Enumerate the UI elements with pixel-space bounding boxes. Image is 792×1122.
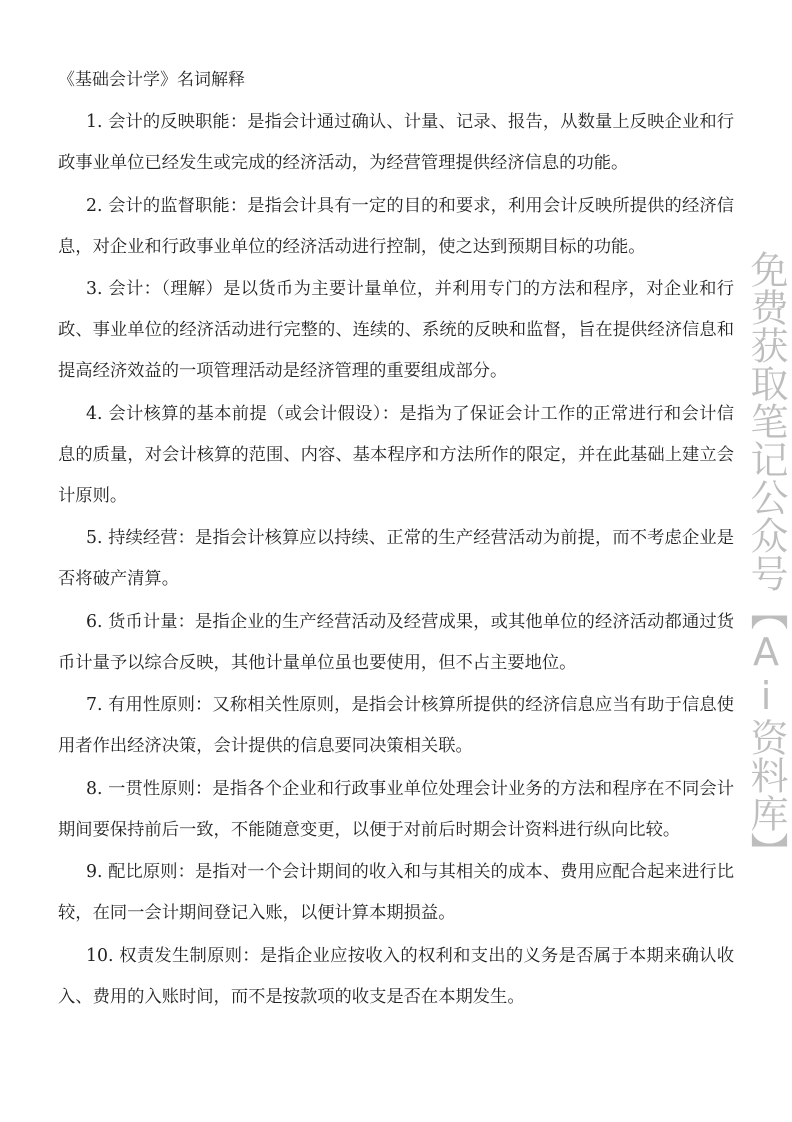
definition-paragraph: 2. 会计的监督职能：是指会计具有一定的目的和要求，利用会计反映所提供的经济信息，对企业和行政事业单位的经济活动进行控制，使之达到预期目标的功能。 bbox=[58, 195, 734, 257]
definition-paragraph: 3. 会计：（理解）是以货币为主要计量单位，并利用专门的方法和程序，对企业和行政、事业单位的经济活动进行完整的、连续的、系统的反映和监督，旨在提供经济信息和提高经济效益的一项管理活动是经济管理的重要组成部分。 bbox=[58, 279, 734, 381]
definition-paragraph: 10. 权责发生制原则：是指企业应按收入的权利和支出的义务是否属于本期来确认收入、费用的入账时间，而不是按款项的收支是否在本期发生。 bbox=[58, 945, 734, 1007]
document-title: 《基础会计学》名词解释 bbox=[58, 70, 245, 90]
document-page bbox=[58, 62, 734, 1019]
watermark: 免费获取笔记公众号【Ai资料库】 bbox=[744, 250, 788, 870]
definition-paragraph: 5. 持续经营：是指会计核算应以持续、正常的生产经营活动为前提，而不考虑企业是否将破产清算。 bbox=[58, 528, 734, 589]
definition-paragraph: 9. 配比原则：是指对一个会计期间的收入和与其相关的成本、费用应配合起来进行比较，在同一会计期间登记入账，以便计算本期损益。 bbox=[58, 862, 734, 923]
definition-paragraph: 4. 会计核算的基本前提（或会计假设）：是指为了保证会计工作的正常进行和会计信息的质量，对会计核算的范围、内容、基本程序和方法所作的限定，并在此基础上建立会计原则。 bbox=[58, 403, 734, 506]
definition-paragraph: 7. 有用性原则：又称相关性原则，是指会计核算所提供的经济信息应当有助于信息使用者作出经济决策，会计提供的信息要同决策相关联。 bbox=[58, 695, 734, 756]
definition-paragraph: 8. 一贯性原则：是指各个企业和行政事业单位处理会计业务的方法和程序在不同会计期间要保持前后一致，不能随意变更，以便于对前后时期会计资料进行纵向比较。 bbox=[58, 778, 734, 840]
definition-paragraph: 1. 会计的反映职能：是指会计通过确认、计量、记录、报告，从数量上反映企业和行政事业单位已经发生或完成的经济活动，为经营管理提供经济信息的功能。 bbox=[58, 112, 734, 173]
definition-paragraph: 6. 货币计量：是指企业的生产经营活动及经营成果，或其他单位的经济活动都通过货币计量予以综合反映，其他计量单位虽也要使用，但不占主要地位。 bbox=[58, 611, 734, 673]
